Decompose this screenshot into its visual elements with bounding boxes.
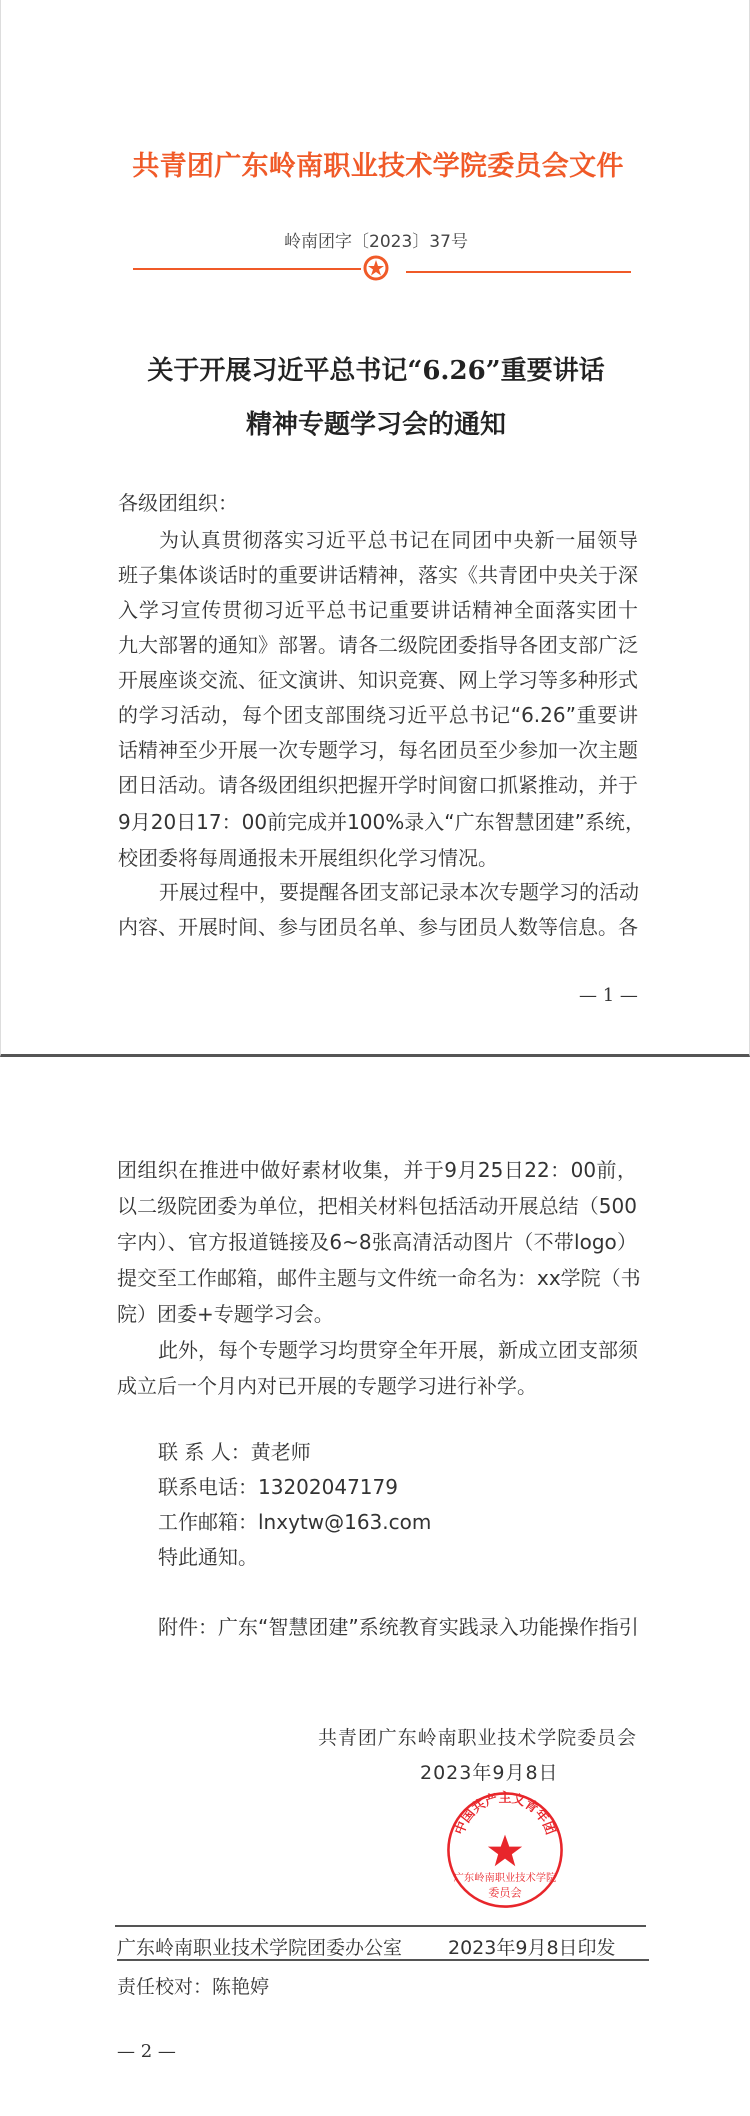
contact-phone: 联系电话：13202047179 [158, 1475, 398, 1499]
seal-inner-text-2: 委员会 [488, 1886, 522, 1900]
body-line: 开展过程中，要提醒各团支部记录本次专题学习的活动 [159, 880, 639, 904]
issuing-office: 广东岭南职业技术学院团委办公室 [117, 1937, 403, 1959]
notice-title-line-2: 精神专题学习会的通知 [245, 410, 506, 440]
header-divider-right [406, 271, 631, 273]
footer-top-rule [115, 1925, 646, 1927]
salutation: 各级团组织： [118, 491, 238, 515]
body-line: 字内）、官方报道链接及6~8张高清活动图片（不带logo） [117, 1230, 637, 1254]
body-line: 开展座谈交流、征文演讲、知识竞赛、网上学习等多种形式 [118, 668, 638, 692]
signature-org: 共青团广东岭南职业技术学院委员会 [318, 1727, 636, 1749]
document-page-2 [0, 1060, 750, 2116]
seal-inner-text-1: 广东岭南职业技术学院 [453, 1871, 557, 1884]
body-line: 以二级院团委为单位，把相关材料包括活动开展总结（500 [117, 1194, 637, 1218]
body-line: 班子集体谈话时的重要讲话精神，落实《共青团中央关于深 [118, 563, 638, 587]
notice-title-line-1: 关于开展习近平总书记“6.26”重要讲话 [147, 356, 605, 386]
contact-person: 联 系 人：黄老师 [158, 1440, 311, 1464]
header-divider-left [133, 268, 361, 270]
body-line: 团日活动。请各级团组织把握开学时间窗口抓紧推动，并于 [118, 773, 638, 797]
svg-text:中国共产主义青年团 [451, 1790, 558, 1837]
issue-date: 2023年9月8日印发 [448, 1937, 616, 1959]
body-line: 院）团委+专题学习会。 [117, 1302, 334, 1326]
body-line: 的学习活动，每个团支部围绕习近平总书记“6.26”重要讲 [118, 703, 638, 727]
body-line: 校团委将每周通报未开展组织化学习情况。 [118, 846, 498, 870]
star-emblem-icon [363, 255, 389, 281]
body-line: 9月20日17：00前完成并100%录入“广东智慧团建”系统， [118, 810, 645, 834]
official-seal-icon [445, 1790, 565, 1910]
contact-email: 工作邮箱：lnxytw@163.com [158, 1510, 432, 1534]
seal-outer-text: 中国共产主义青年团 [452, 1791, 558, 1837]
body-line: 提交至工作邮箱，邮件主题与文件统一命名为：xx学院（书 [117, 1266, 641, 1290]
body-line: 九大部署的通知》部署。请各二级院团委指导各团支部广泛 [118, 633, 638, 657]
proofreader: 责任校对：陈艳婷 [117, 1976, 270, 1998]
footer-bottom-rule [117, 1959, 649, 1961]
body-line: 话精神至少开展一次专题学习，每名团员至少参加一次主题 [118, 738, 638, 762]
signature-date: 2023年9月8日 [420, 1762, 559, 1784]
body-line: 成立后一个月内对已开展的专题学习进行补学。 [117, 1374, 537, 1398]
closing-text: 特此通知。 [158, 1545, 258, 1569]
attachment-line: 附件：广东“智慧团建”系统教育实践录入功能操作指引 [158, 1615, 639, 1639]
page-number: — 2 — [117, 2041, 176, 2062]
org-document-header: 共青团广东岭南职业技术学院委员会文件 [132, 151, 624, 182]
document-number: 岭南团字〔2023〕37号 [284, 232, 468, 252]
document-page-1 [0, 0, 750, 1057]
body-line: 内容、开展时间、参与团员名单、参与团员人数等信息。各 [118, 915, 638, 939]
body-line: 此外，每个专题学习均贯穿全年开展，新成立团支部须 [158, 1338, 638, 1362]
body-line: 团组织在推进中做好素材收集，并于9月25日22：00前， [117, 1158, 637, 1182]
body-line: 入学习宣传贯彻习近平总书记重要讲话精神全面落实团十 [118, 598, 638, 622]
page-number: — 1 — [579, 985, 638, 1006]
body-line: 为认真贯彻落实习近平总书记在同团中央新一届领导 [159, 528, 638, 552]
